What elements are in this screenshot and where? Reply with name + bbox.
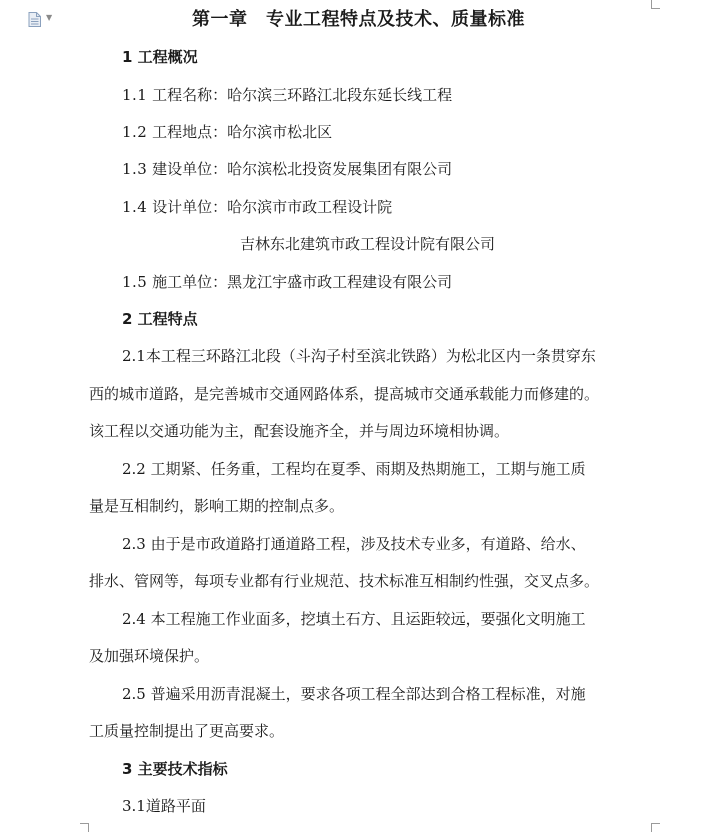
paragraph-line: 工质量控制提出了更高要求。 — [89, 722, 285, 740]
paragraph-line: 2.2 工期紧、任务重，工程均在夏季、雨期及热期施工，工期与施工质 — [122, 460, 586, 478]
paragraph-line: 2.1本工程三环路江北段（斗沟子村至滨北铁路）为松北区内一条贯穿东 — [122, 347, 596, 365]
section-heading-overview: 1 工程概况 — [122, 48, 198, 66]
chevron-down-icon[interactable]: ▼ — [46, 13, 53, 22]
section-heading-features: 2 工程特点 — [122, 310, 198, 328]
paragraph-line: 排水、管网等，每项专业都有行业规范、技术标准互相制约性强，交叉点多。 — [89, 572, 600, 590]
overview-item-continuation: 吉林东北建筑市政工程设计院有限公司 — [240, 235, 496, 253]
paragraph-line: 2.3 由于是市政道路打通道路工程，涉及技术专业多，有道路、给水、 — [122, 535, 586, 553]
paragraph-line: 及加强环境保护。 — [89, 647, 210, 665]
paragraph-line: 该工程以交通功能为主，配套设施齐全，并与周边环境相协调。 — [89, 422, 510, 440]
item-number: 1.3 — [122, 160, 148, 178]
item-text: 设计单位：哈尔滨市市政工程设计院 — [152, 198, 393, 216]
item-number: 1.5 — [122, 273, 148, 291]
item-text: 工程地点：哈尔滨市松北区 — [152, 123, 333, 141]
paragraph-line: 2.5 普遍采用沥青混凝土，要求各项工程全部达到合格工程标准，对施 — [122, 685, 586, 703]
item-number: 1.1 — [122, 86, 148, 104]
item-text: 建设单位：哈尔滨松北投资发展集团有限公司 — [152, 160, 453, 178]
chapter-title: 第一章 专业工程特点及技术、质量标准 — [192, 9, 525, 30]
section-heading-indicators: 3 主要技术指标 — [122, 760, 228, 778]
overview-item — [122, 159, 452, 179]
margin-mark-bottom-left — [80, 823, 89, 832]
overview-item — [122, 122, 332, 142]
paragraph-line: 2.4 本工程施工作业面多，挖填土石方、且运距较远，要强化文明施工 — [122, 610, 586, 628]
indicator-item: 3.1道路平面 — [122, 797, 206, 815]
item-number: 1.4 — [122, 198, 148, 216]
paragraph-line: 西的城市道路，是完善城市交通网路体系，提高城市交通承载能力而修建的。 — [89, 385, 600, 403]
overview-item — [122, 197, 392, 217]
margin-mark-bottom-right — [651, 823, 660, 832]
item-number: 1.2 — [122, 123, 148, 141]
overview-item — [122, 85, 452, 105]
overview-item — [122, 272, 452, 292]
item-text: 施工单位：黑龙江宇盛市政工程建设有限公司 — [152, 273, 453, 291]
paragraph-line: 量是互相制约，影响工期的控制点多。 — [89, 497, 345, 515]
item-text: 工程名称：哈尔滨三环路江北段东延长线工程 — [152, 86, 453, 104]
